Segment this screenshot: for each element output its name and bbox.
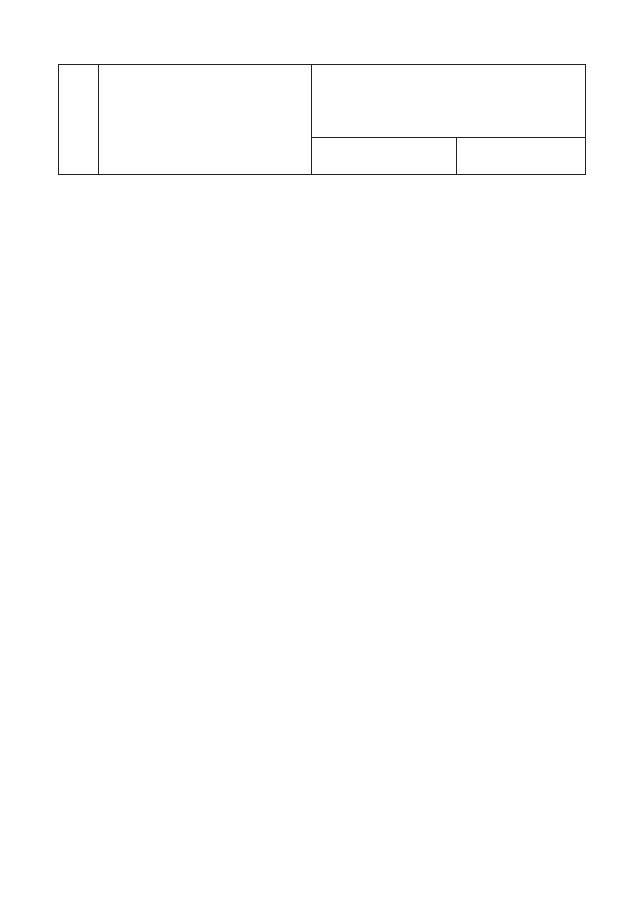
column-header-number bbox=[59, 65, 99, 175]
table-header bbox=[58, 64, 586, 175]
column-header-second-half bbox=[457, 138, 586, 175]
column-header-values bbox=[312, 65, 586, 138]
column-header-first-half bbox=[312, 138, 457, 175]
column-header-name bbox=[98, 65, 312, 175]
